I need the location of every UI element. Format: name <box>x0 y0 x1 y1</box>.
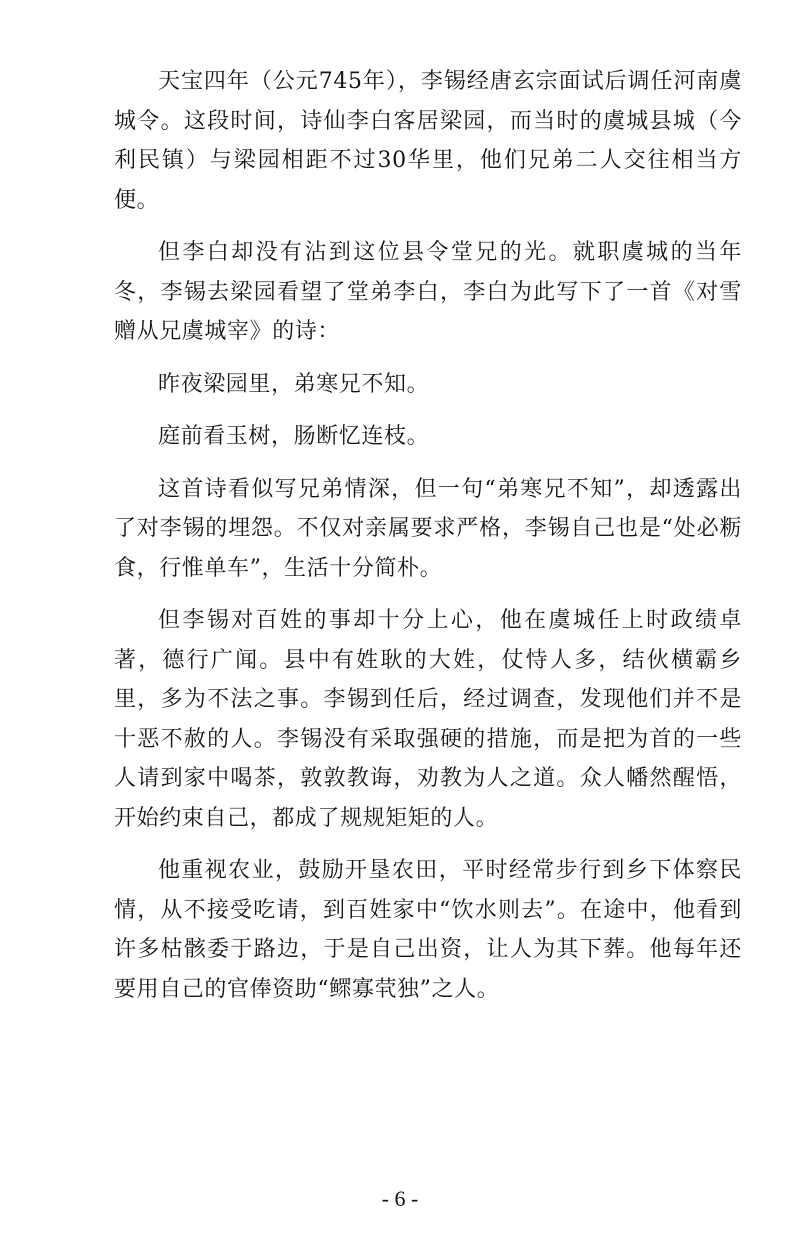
paragraph-5: 他重视农业，鼓励开垦农田，平时经常步行到乡下体察民情，从不接受吃请，到百姓家中“饮水则去”。在途中，他看到许多枯骸委于路边，于是自己出资，让人为其下葬。他每年还要用自己的官俸资助“鳏寡茕独”之人。 <box>114 858 742 1002</box>
paragraph-3: 这首诗看似写兄弟情深，但一句“弟寒兄不知”，却透露出了对李锡的埋怨。不仅对亲属要求严格，李锡自己也是“处必粝食，行惟单车”，生活十分简朴。 <box>114 476 742 581</box>
poem-line-1: 昨夜梁园里，弟寒兄不知。 <box>158 371 430 397</box>
paragraph-2: 但李白却没有沾到这位县令堂兄的光。就职虞城的当年冬，李锡去梁园看望了堂弟李白，李白为此写下了一首《对雪赠从兄虞城宰》的诗： <box>114 240 742 344</box>
paragraph-4: 但李锡对百姓的事却十分上心，他在虞城任上时政绩卓著，德行广闻。县中有姓耿的大姓，仗恃人多，结伙横霸乡里，多为不法之事。李锡到任后，经过调查，发现他们并不是十恶不赦的人。李锡没有采取强硬的措施，而是把为首的一些人请到家中喝茶，敦敦教诲，劝教为人之道。众人幡然醒悟，开始约束自己，都成了规规矩矩的人。 <box>114 608 742 831</box>
poem-line-2: 庭前看玉树，肠断忆连枝。 <box>158 424 430 449</box>
body-text <box>114 62 742 1022</box>
paragraph-1: 天宝四年（公元745年），李锡经唐玄宗面试后调任河南虞城令。这段时间，诗仙李白客居梁园，而当时的虞城县城（今利民镇）与梁园相距不过30华里，他们兄弟二人交往相当方便。 <box>114 69 742 213</box>
page-number: - 6 - <box>381 1186 419 1211</box>
